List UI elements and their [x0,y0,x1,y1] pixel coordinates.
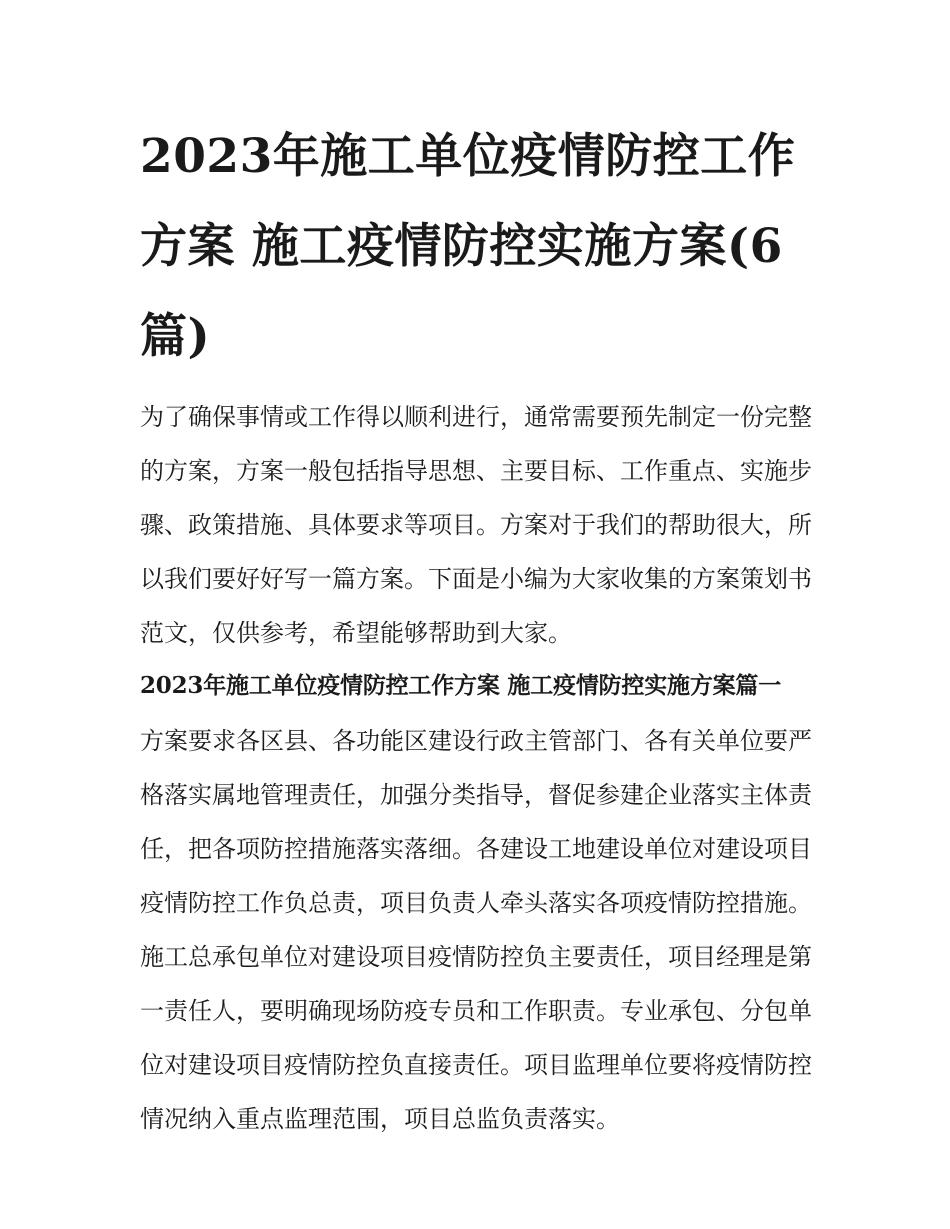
section-heading: 2023年施工单位疫情防控工作方案 施工疫情防控实施方案篇一 [140,672,782,699]
document-page [140,112,812,1146]
section-body-paragraph: 方案要求各区县、各功能区建设行政主管部门、各有关单位要严格落实属地管理责任，加强分类指导，督促参建企业落实主体责任，把各项防控措施落实落细。各建设工地建设单位对建设项目疫情防控工作负总责，项目负责人牵头落实各项疫情防控措施。施工总承包单位对建设项目疫情防控负主要责任，项目经理是第一责任人，要明确现场防疫专员和工作职责。专业承包、分包单位对建设项目疫情防控负直接责任。项目监理单位要将疫情防控情况纳入重点监理范围，项目总监负责落实。 [140,727,812,1133]
document-title: 2023年施工单位疫情防控工作方案 施工疫情防控实施方案(6篇) [140,129,796,364]
intro-paragraph: 为了确保事情或工作得以顺利进行，通常需要预先制定一份完整的方案，方案一般包括指导思想、主要目标、工作重点、实施步骤、政策措施、具体要求等项目。方案对于我们的帮助很大，所以我们要好好写一篇方案。下面是小编为大家收集的方案策划书范文，仅供参考，希望能够帮助到大家。 [140,403,812,647]
